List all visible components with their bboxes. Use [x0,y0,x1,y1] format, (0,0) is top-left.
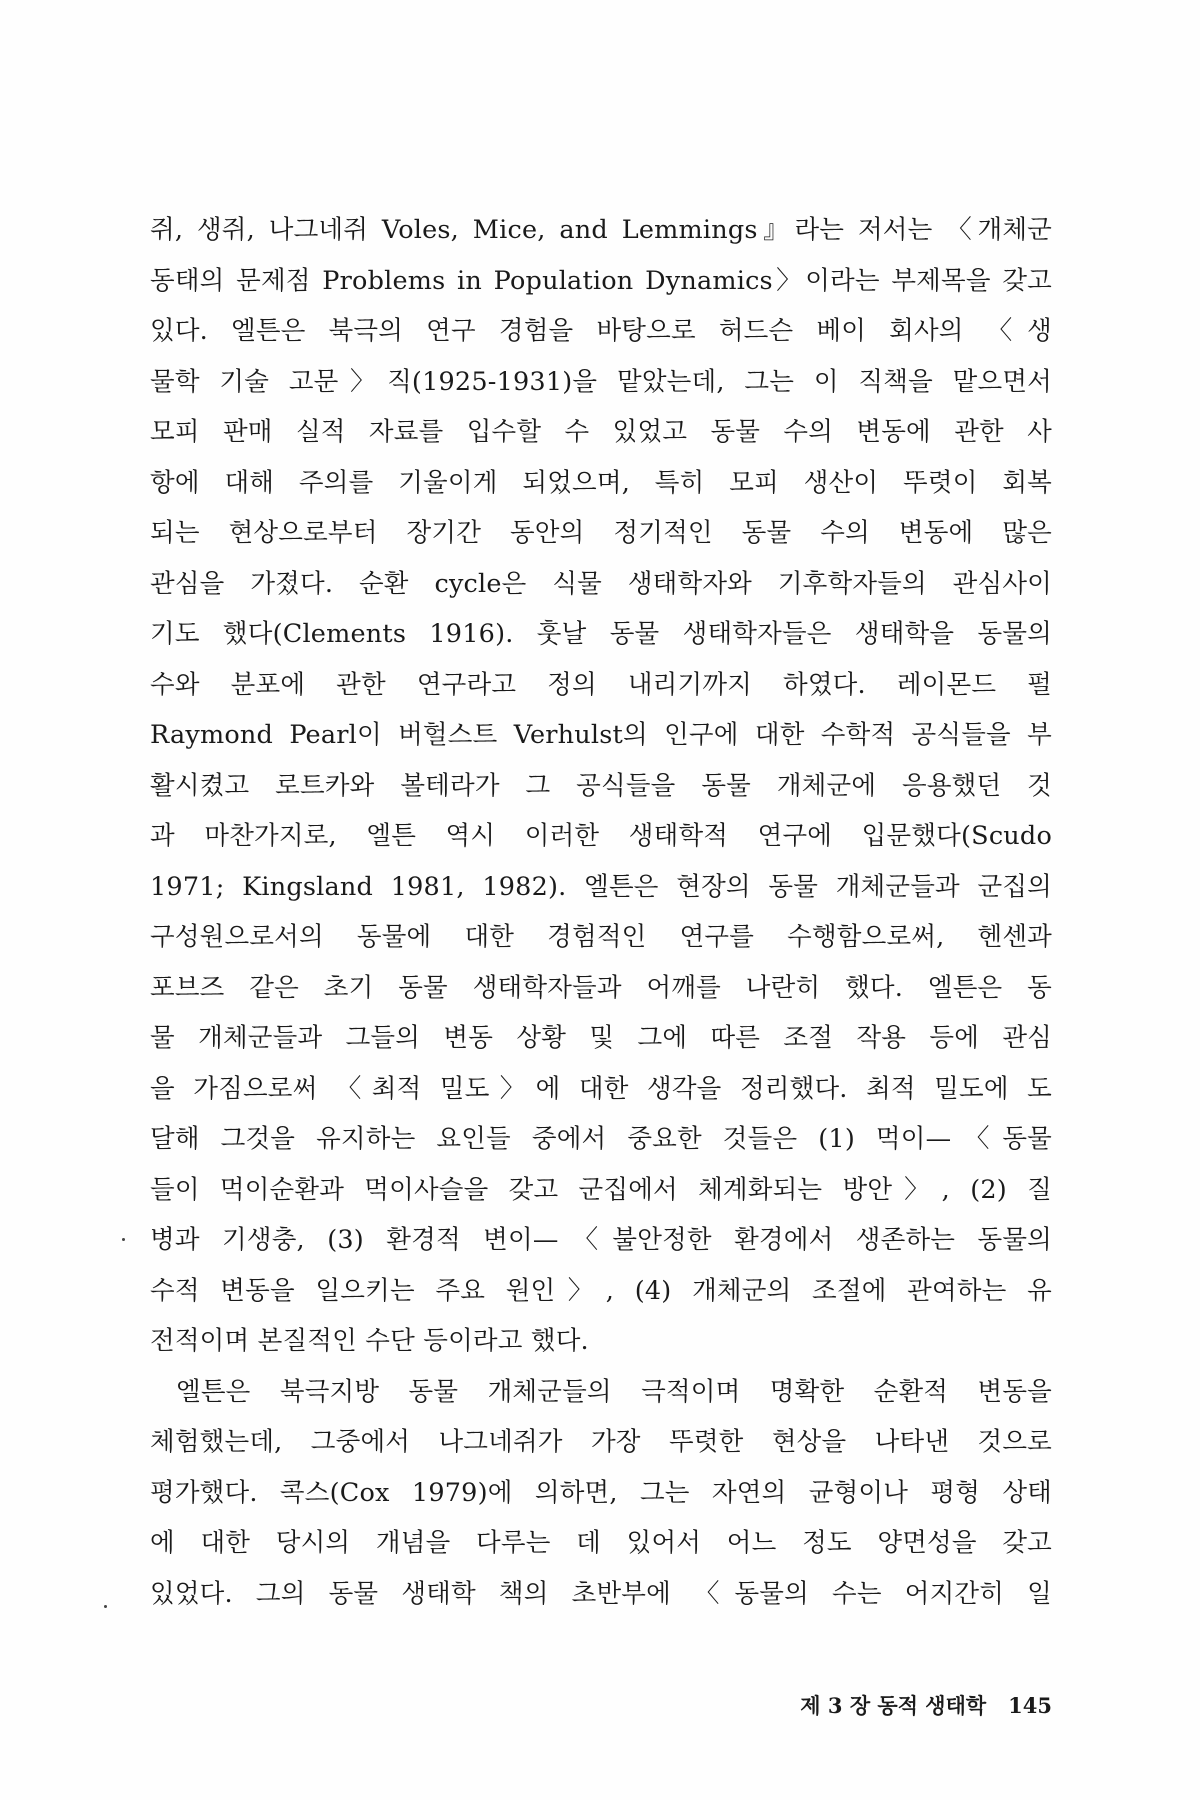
paragraph-end-line: 전적이며 본질적인 수단 등이라고 했다. [150,1326,589,1356]
text-line: 과 마찬가지로, 엘튼 역시 이러한 생태학적 연구에 입문했다(Scudo [150,821,1052,851]
paragraph-start-line: 엘튼은 북극지방 동물 개체군들의 극적이며 명확한 순환적 변동을 [176,1376,1052,1407]
text-line: 물학 기술 고문〉직(1925-1931)을 맡았는데, 그는 이 직책을 맡으면서 [150,366,1052,397]
text-line: 활시켰고 로트카와 볼테라가 그 공식들을 동물 개체군에 응용했던 것 [150,770,1052,801]
text-line: 쥐, 생쥐, 나그네쥐 Voles, Mice, and Lemmings』라는 저서는 〈개체군 [150,215,1052,245]
scan-speck [104,1605,107,1608]
text-line: 모피 판매 실적 자료를 입수할 수 있었고 동물 수의 변동에 관한 사 [150,417,1052,447]
page-footer [800,1690,1052,1720]
text-line: Raymond Pearl이 버헐스트 Verhulst의 인구에 대한 수학적 공식들을 부 [150,720,1052,750]
text-line: 있었다. 그의 동물 생태학 책의 초반부에 〈동물의 수는 어지간히 일 [150,1578,1052,1609]
text-line: 물 개체군들과 그들의 변동 상황 및 그에 따른 조절 작용 등에 관심 [150,1023,1052,1053]
text-line: 기도 했다(Clements 1916). 훗날 동물 생태학자들은 생태학을 동물의 [150,619,1052,649]
text-line: 에 대한 당시의 개념을 다루는 데 있어서 어느 정도 양면성을 갖고 [150,1528,1052,1558]
text-line: 구성원으로서의 동물에 대한 경험적인 연구를 수행함으로써, 헨센과 [150,922,1052,952]
text-line: 포브즈 같은 초기 동물 생태학자들과 어깨를 나란히 했다. 엘튼은 동 [150,972,1052,1003]
page-number: 145 [1008,1693,1052,1718]
text-line: 평가했다. 콕스(Cox 1979)에 의하면, 그는 자연의 균형이나 평형 상태 [150,1477,1052,1508]
running-chapter-title: 제 3 장 동적 생태학 [800,1693,987,1718]
text-line: 을 가짐으로써 〈최적 밀도〉에 대한 생각을 정리했다. 최적 밀도에 도 [150,1073,1052,1104]
text-line: 병과 기생충, (3) 환경적 변이—〈불안정한 환경에서 생존하는 동물의 [150,1225,1052,1255]
text-line: 관심을 가졌다. 순환 cycle은 식물 생태학자와 기후학자들의 관심사이 [150,568,1052,599]
text-line: 항에 대해 주의를 기울이게 되었으며, 특히 모피 생산이 뚜렷이 회복 [150,467,1052,498]
text-line: 동태의 문제점 Problems in Population Dynamics〉이라는 부제목을 갖고 [150,265,1052,296]
body-text [150,205,1052,1619]
text-line: 있다. 엘튼은 북극의 연구 경험을 바탕으로 허드슨 베이 회사의 〈생 [150,316,1052,346]
text-line: 체험했는데, 그중에서 나그네쥐가 가장 뚜렷한 현상을 나타낸 것으로 [150,1427,1052,1457]
text-line: 1971; Kingsland 1981, 1982). 엘튼은 현장의 동물 개체군들과 군집의 [150,871,1052,902]
text-line: 달해 그것을 유지하는 요인들 중에서 중요한 것들은 (1) 먹이—〈동물 [150,1124,1052,1154]
text-line: 수적 변동을 일으키는 주요 원인〉, (4) 개체군의 조절에 관여하는 유 [150,1275,1052,1306]
text-line: 되는 현상으로부터 장기간 동안의 정기적인 동물 수의 변동에 많은 [150,518,1052,548]
scan-speck [122,1238,125,1241]
text-line: 수와 분포에 관한 연구라고 정의 내리기까지 하였다. 레이몬드 펄 [150,669,1052,700]
text-line: 들이 먹이순환과 먹이사슬을 갖고 군집에서 체계화되는 방안〉, (2) 질 [150,1174,1052,1205]
